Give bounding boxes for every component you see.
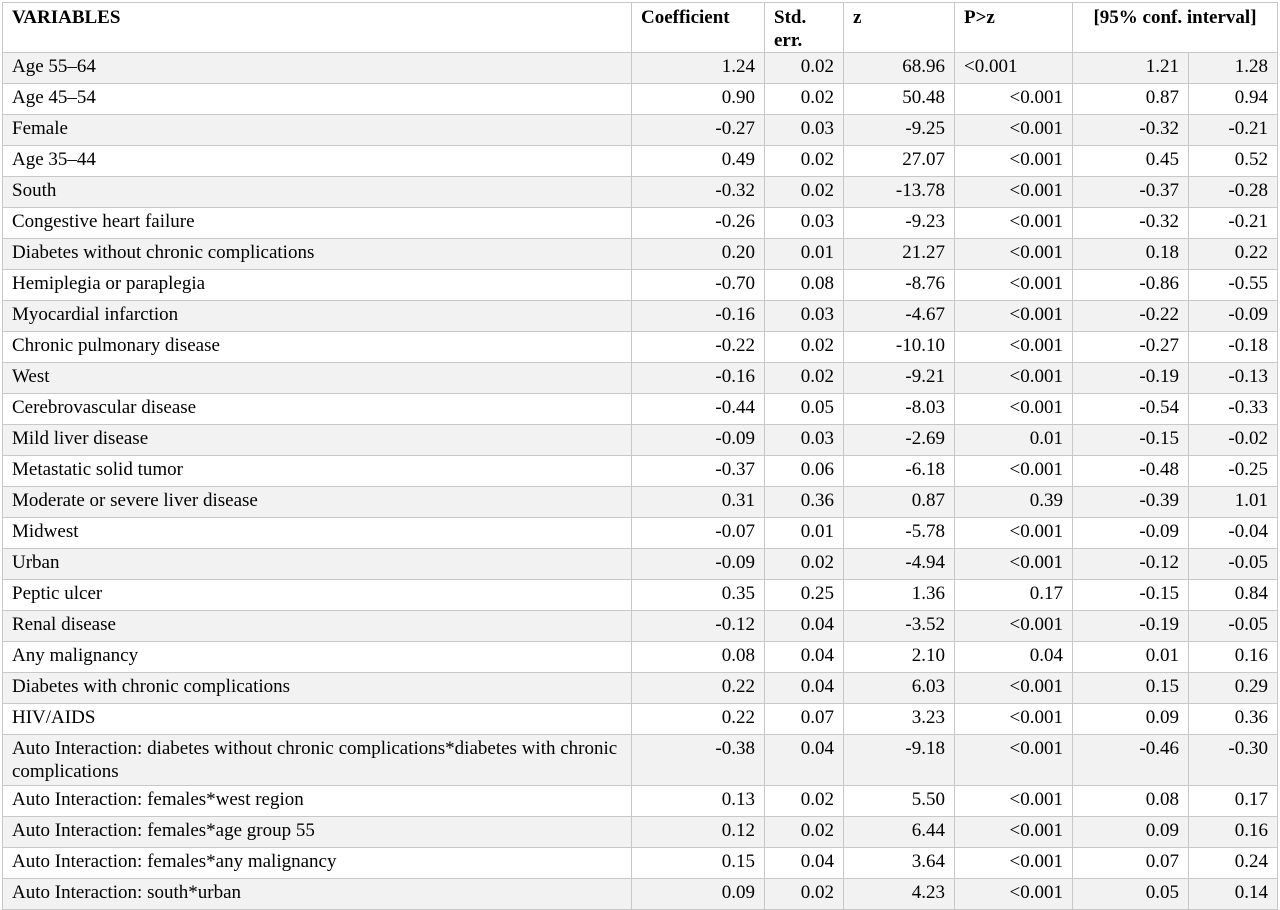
cell-z: 68.96 xyxy=(844,53,955,84)
cell-p-value: <0.001 xyxy=(955,673,1073,704)
cell-ci-upper: -0.33 xyxy=(1189,394,1278,425)
cell-ci-upper: 0.84 xyxy=(1189,580,1278,611)
cell-ci-lower: -0.19 xyxy=(1073,363,1189,394)
table-row xyxy=(3,487,1278,518)
cell-coefficient: -0.32 xyxy=(632,177,765,208)
cell-z: -2.69 xyxy=(844,425,955,456)
cell-z: 0.87 xyxy=(844,487,955,518)
cell-ci-lower: -0.46 xyxy=(1073,735,1189,786)
cell-std-err: 0.02 xyxy=(765,332,844,363)
table-row xyxy=(3,239,1278,270)
cell-z: -6.18 xyxy=(844,456,955,487)
table-row xyxy=(3,456,1278,487)
cell-variable: Age 45–54 xyxy=(3,84,632,115)
table-row xyxy=(3,208,1278,239)
cell-ci-lower: -0.32 xyxy=(1073,208,1189,239)
cell-p-value: <0.001 xyxy=(955,611,1073,642)
cell-ci-lower: 0.05 xyxy=(1073,879,1189,910)
cell-std-err: 0.04 xyxy=(765,611,844,642)
cell-coefficient: -0.22 xyxy=(632,332,765,363)
cell-ci-upper: -0.02 xyxy=(1189,425,1278,456)
cell-coefficient: 0.31 xyxy=(632,487,765,518)
cell-ci-lower: -0.54 xyxy=(1073,394,1189,425)
cell-p-value: <0.001 xyxy=(955,208,1073,239)
cell-p-value: <0.001 xyxy=(955,115,1073,146)
cell-variable: Congestive heart failure xyxy=(3,208,632,239)
cell-ci-upper: 0.16 xyxy=(1189,642,1278,673)
cell-std-err: 0.03 xyxy=(765,301,844,332)
cell-z: 3.23 xyxy=(844,704,955,735)
cell-z: -9.18 xyxy=(844,735,955,786)
cell-p-value: <0.001 xyxy=(955,817,1073,848)
cell-variable: Hemiplegia or paraplegia xyxy=(3,270,632,301)
cell-std-err: 0.01 xyxy=(765,239,844,270)
cell-coefficient: 0.35 xyxy=(632,580,765,611)
cell-p-value: <0.001 xyxy=(955,549,1073,580)
cell-coefficient: -0.16 xyxy=(632,363,765,394)
cell-std-err: 0.36 xyxy=(765,487,844,518)
cell-variable: Age 35–44 xyxy=(3,146,632,177)
cell-ci-upper: -0.18 xyxy=(1189,332,1278,363)
cell-p-value: <0.001 xyxy=(955,786,1073,817)
cell-variable: West xyxy=(3,363,632,394)
cell-coefficient: -0.09 xyxy=(632,549,765,580)
cell-ci-upper: 0.17 xyxy=(1189,786,1278,817)
table-row xyxy=(3,270,1278,301)
cell-std-err: 0.02 xyxy=(765,879,844,910)
cell-p-value: <0.001 xyxy=(955,848,1073,879)
cell-std-err: 0.04 xyxy=(765,642,844,673)
cell-coefficient: -0.38 xyxy=(632,735,765,786)
cell-ci-upper: 0.14 xyxy=(1189,879,1278,910)
cell-p-value: <0.001 xyxy=(955,363,1073,394)
cell-p-value: <0.001 xyxy=(955,53,1073,84)
cell-z: -10.10 xyxy=(844,332,955,363)
cell-p-value: <0.001 xyxy=(955,177,1073,208)
table-row xyxy=(3,301,1278,332)
cell-ci-lower: 1.21 xyxy=(1073,53,1189,84)
table-body xyxy=(3,53,1278,910)
regression-table xyxy=(2,2,1278,910)
cell-ci-upper: -0.05 xyxy=(1189,611,1278,642)
table-row xyxy=(3,146,1278,177)
table-row xyxy=(3,817,1278,848)
cell-ci-lower: -0.15 xyxy=(1073,425,1189,456)
cell-ci-lower: -0.15 xyxy=(1073,580,1189,611)
cell-ci-lower: 0.87 xyxy=(1073,84,1189,115)
cell-ci-lower: 0.07 xyxy=(1073,848,1189,879)
header-std-err: Std. err. xyxy=(765,3,844,53)
cell-variable: South xyxy=(3,177,632,208)
table-row xyxy=(3,642,1278,673)
cell-coefficient: -0.26 xyxy=(632,208,765,239)
table-header xyxy=(3,3,1278,53)
table-row xyxy=(3,115,1278,146)
cell-variable: Auto Interaction: females*any malignancy xyxy=(3,848,632,879)
cell-z: -13.78 xyxy=(844,177,955,208)
cell-std-err: 0.02 xyxy=(765,817,844,848)
cell-variable: Auto Interaction: diabetes without chronic complications*diabetes with chronic complications xyxy=(3,735,632,786)
cell-std-err: 0.02 xyxy=(765,53,844,84)
cell-std-err: 0.04 xyxy=(765,673,844,704)
cell-p-value: <0.001 xyxy=(955,735,1073,786)
table-row xyxy=(3,735,1278,786)
cell-z: 6.03 xyxy=(844,673,955,704)
cell-coefficient: 0.49 xyxy=(632,146,765,177)
cell-coefficient: -0.37 xyxy=(632,456,765,487)
cell-std-err: 0.02 xyxy=(765,146,844,177)
header-z: z xyxy=(844,3,955,53)
cell-coefficient: 0.20 xyxy=(632,239,765,270)
cell-ci-upper: -0.21 xyxy=(1189,208,1278,239)
cell-coefficient: 1.24 xyxy=(632,53,765,84)
cell-ci-lower: 0.08 xyxy=(1073,786,1189,817)
cell-z: -9.23 xyxy=(844,208,955,239)
cell-ci-lower: -0.19 xyxy=(1073,611,1189,642)
cell-z: -8.76 xyxy=(844,270,955,301)
cell-ci-upper: 1.01 xyxy=(1189,487,1278,518)
cell-p-value: <0.001 xyxy=(955,332,1073,363)
cell-coefficient: 0.08 xyxy=(632,642,765,673)
cell-p-value: <0.001 xyxy=(955,394,1073,425)
cell-p-value: <0.001 xyxy=(955,146,1073,177)
cell-std-err: 0.02 xyxy=(765,363,844,394)
cell-coefficient: 0.15 xyxy=(632,848,765,879)
cell-ci-lower: 0.18 xyxy=(1073,239,1189,270)
cell-z: -5.78 xyxy=(844,518,955,549)
cell-variable: Chronic pulmonary disease xyxy=(3,332,632,363)
cell-ci-lower: 0.45 xyxy=(1073,146,1189,177)
cell-coefficient: -0.44 xyxy=(632,394,765,425)
cell-std-err: 0.03 xyxy=(765,208,844,239)
cell-ci-lower: -0.37 xyxy=(1073,177,1189,208)
cell-coefficient: -0.12 xyxy=(632,611,765,642)
cell-ci-upper: -0.09 xyxy=(1189,301,1278,332)
cell-ci-lower: -0.86 xyxy=(1073,270,1189,301)
cell-variable: Auto Interaction: females*west region xyxy=(3,786,632,817)
table-row xyxy=(3,518,1278,549)
cell-ci-upper: 0.52 xyxy=(1189,146,1278,177)
cell-variable: Moderate or severe liver disease xyxy=(3,487,632,518)
table-row xyxy=(3,177,1278,208)
cell-p-value: <0.001 xyxy=(955,239,1073,270)
cell-std-err: 0.01 xyxy=(765,518,844,549)
cell-z: 3.64 xyxy=(844,848,955,879)
table-row xyxy=(3,879,1278,910)
header-row xyxy=(3,3,1278,53)
cell-z: -9.21 xyxy=(844,363,955,394)
cell-z: 6.44 xyxy=(844,817,955,848)
cell-std-err: 0.03 xyxy=(765,425,844,456)
header-conf-interval: [95% conf. interval] xyxy=(1073,3,1278,53)
cell-ci-upper: 1.28 xyxy=(1189,53,1278,84)
cell-p-value: <0.001 xyxy=(955,879,1073,910)
cell-std-err: 0.02 xyxy=(765,177,844,208)
cell-ci-lower: -0.27 xyxy=(1073,332,1189,363)
cell-ci-lower: -0.12 xyxy=(1073,549,1189,580)
cell-variable: Midwest xyxy=(3,518,632,549)
cell-ci-upper: -0.04 xyxy=(1189,518,1278,549)
table-row xyxy=(3,84,1278,115)
cell-p-value: <0.001 xyxy=(955,518,1073,549)
cell-p-value: <0.001 xyxy=(955,84,1073,115)
cell-variable: Cerebrovascular disease xyxy=(3,394,632,425)
cell-z: -8.03 xyxy=(844,394,955,425)
cell-ci-upper: -0.05 xyxy=(1189,549,1278,580)
cell-z: 50.48 xyxy=(844,84,955,115)
cell-ci-lower: -0.39 xyxy=(1073,487,1189,518)
table-row xyxy=(3,786,1278,817)
cell-coefficient: 0.90 xyxy=(632,84,765,115)
cell-coefficient: -0.09 xyxy=(632,425,765,456)
cell-variable: HIV/AIDS xyxy=(3,704,632,735)
table-row xyxy=(3,53,1278,84)
cell-z: 21.27 xyxy=(844,239,955,270)
cell-z: -4.94 xyxy=(844,549,955,580)
cell-std-err: 0.02 xyxy=(765,549,844,580)
cell-ci-lower: -0.09 xyxy=(1073,518,1189,549)
cell-ci-upper: 0.24 xyxy=(1189,848,1278,879)
header-variables: VARIABLES xyxy=(3,3,632,53)
cell-ci-lower: -0.22 xyxy=(1073,301,1189,332)
cell-std-err: 0.03 xyxy=(765,115,844,146)
cell-variable: Urban xyxy=(3,549,632,580)
table-row xyxy=(3,848,1278,879)
cell-variable: Peptic ulcer xyxy=(3,580,632,611)
cell-p-value: <0.001 xyxy=(955,301,1073,332)
cell-z: 5.50 xyxy=(844,786,955,817)
cell-ci-lower: -0.32 xyxy=(1073,115,1189,146)
cell-coefficient: 0.12 xyxy=(632,817,765,848)
cell-z: 1.36 xyxy=(844,580,955,611)
table-row xyxy=(3,549,1278,580)
table-row xyxy=(3,611,1278,642)
cell-coefficient: -0.07 xyxy=(632,518,765,549)
cell-p-value: <0.001 xyxy=(955,270,1073,301)
cell-variable: Auto Interaction: females*age group 55 xyxy=(3,817,632,848)
cell-variable: Renal disease xyxy=(3,611,632,642)
cell-std-err: 0.08 xyxy=(765,270,844,301)
cell-ci-upper: -0.28 xyxy=(1189,177,1278,208)
cell-coefficient: 0.09 xyxy=(632,879,765,910)
cell-std-err: 0.07 xyxy=(765,704,844,735)
cell-std-err: 0.06 xyxy=(765,456,844,487)
cell-variable: Mild liver disease xyxy=(3,425,632,456)
cell-z: 4.23 xyxy=(844,879,955,910)
cell-p-value: <0.001 xyxy=(955,704,1073,735)
cell-std-err: 0.05 xyxy=(765,394,844,425)
cell-variable: Diabetes with chronic complications xyxy=(3,673,632,704)
cell-p-value: 0.04 xyxy=(955,642,1073,673)
cell-variable: Auto Interaction: south*urban xyxy=(3,879,632,910)
cell-p-value: <0.001 xyxy=(955,456,1073,487)
table-row xyxy=(3,363,1278,394)
cell-std-err: 0.02 xyxy=(765,786,844,817)
cell-ci-upper: -0.21 xyxy=(1189,115,1278,146)
cell-p-value: 0.01 xyxy=(955,425,1073,456)
cell-ci-upper: 0.36 xyxy=(1189,704,1278,735)
cell-variable: Age 55–64 xyxy=(3,53,632,84)
header-coefficient: Coefficient xyxy=(632,3,765,53)
cell-ci-lower: -0.48 xyxy=(1073,456,1189,487)
cell-z: -4.67 xyxy=(844,301,955,332)
header-p-value: P>z xyxy=(955,3,1073,53)
cell-std-err: 0.04 xyxy=(765,848,844,879)
table-row xyxy=(3,580,1278,611)
cell-ci-upper: 0.29 xyxy=(1189,673,1278,704)
cell-ci-upper: 0.22 xyxy=(1189,239,1278,270)
cell-coefficient: -0.70 xyxy=(632,270,765,301)
cell-variable: Metastatic solid tumor xyxy=(3,456,632,487)
cell-z: -3.52 xyxy=(844,611,955,642)
cell-z: 27.07 xyxy=(844,146,955,177)
cell-std-err: 0.25 xyxy=(765,580,844,611)
cell-ci-lower: 0.01 xyxy=(1073,642,1189,673)
cell-coefficient: -0.27 xyxy=(632,115,765,146)
cell-coefficient: -0.16 xyxy=(632,301,765,332)
cell-ci-lower: 0.09 xyxy=(1073,704,1189,735)
cell-ci-lower: 0.15 xyxy=(1073,673,1189,704)
cell-ci-upper: 0.94 xyxy=(1189,84,1278,115)
cell-p-value: 0.17 xyxy=(955,580,1073,611)
cell-ci-upper: -0.13 xyxy=(1189,363,1278,394)
cell-p-value: 0.39 xyxy=(955,487,1073,518)
cell-ci-upper: -0.55 xyxy=(1189,270,1278,301)
table-row xyxy=(3,332,1278,363)
cell-std-err: 0.02 xyxy=(765,84,844,115)
table-row xyxy=(3,704,1278,735)
cell-coefficient: 0.13 xyxy=(632,786,765,817)
table-row xyxy=(3,394,1278,425)
cell-coefficient: 0.22 xyxy=(632,704,765,735)
cell-ci-upper: -0.30 xyxy=(1189,735,1278,786)
cell-variable: Any malignancy xyxy=(3,642,632,673)
table-row xyxy=(3,673,1278,704)
cell-z: 2.10 xyxy=(844,642,955,673)
table-row xyxy=(3,425,1278,456)
cell-coefficient: 0.22 xyxy=(632,673,765,704)
cell-z: -9.25 xyxy=(844,115,955,146)
cell-ci-lower: 0.09 xyxy=(1073,817,1189,848)
cell-variable: Myocardial infarction xyxy=(3,301,632,332)
cell-ci-upper: -0.25 xyxy=(1189,456,1278,487)
cell-variable: Female xyxy=(3,115,632,146)
cell-variable: Diabetes without chronic complications xyxy=(3,239,632,270)
cell-ci-upper: 0.16 xyxy=(1189,817,1278,848)
cell-std-err: 0.04 xyxy=(765,735,844,786)
